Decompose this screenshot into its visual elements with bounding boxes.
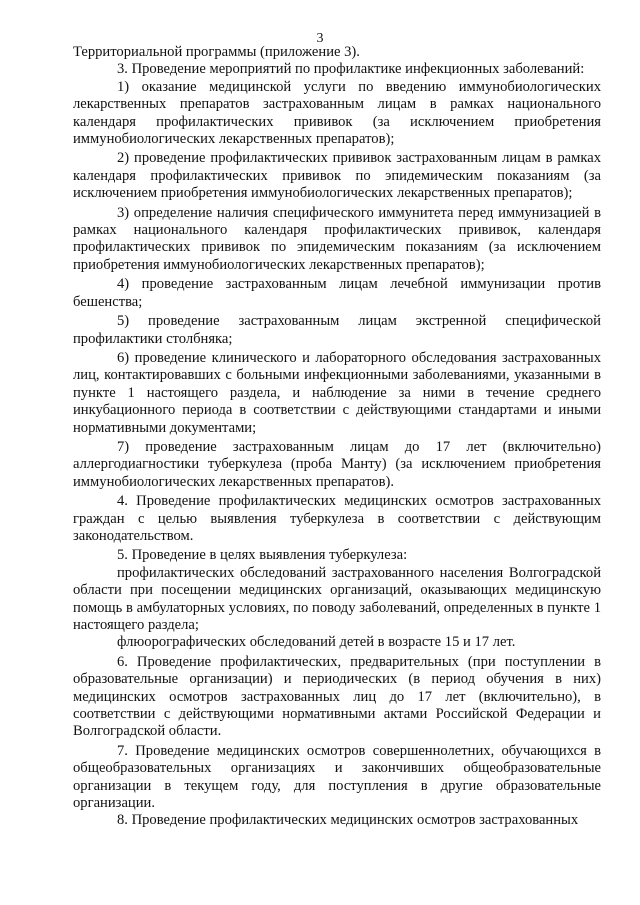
paragraph-item-4: 4) проведение застрахованным лицам лечебной иммунизации против бешенства; (73, 276, 601, 310)
paragraph-section-3-heading: 3. Проведение мероприятий по профилактике инфекционных заболеваний: (117, 61, 585, 78)
paragraph-section-4: 4. Проведение профилактических медицинских осмотров застрахованных граждан с целью выявления туберкулеза в соответствии с действующим законодательством. (73, 493, 601, 544)
paragraph-item-5: 5) проведение застрахованным лицам экстренной специфической профилактики столбняка; (73, 313, 601, 347)
paragraph-section-8: 8. Проведение профилактических медицинских осмотров застрахованных (117, 812, 579, 829)
paragraph-section-5-item-a: профилактических обследований застрахованного населения Волгоградской области при посещении медицинских организаций, оказывающих медицинскую помощь в амбулаторных условиях, по поводу заболеваний, определенных в пункте 1 настоящего раздела; (73, 564, 601, 633)
paragraph-section-6: 6. Проведение профилактических, предварительных (при поступлении в образовательные организации) и периодических (в период обучения в них) медицинских осмотров застрахованных лиц до 17 лет (включительно), в соответствии с действующими нормативными актами Российской Федерации и Волгоградской области. (73, 653, 601, 740)
paragraph-section-5-heading: 5. Проведение в целях выявления туберкулеза: (117, 547, 408, 564)
document-body (73, 44, 601, 830)
paragraph-item-3: 3) определение наличия специфического иммунитета перед иммунизацией в рамках национального календаря профилактических прививок, календаря профилактических прививок по эпидемическим показаниям (за исключением приобретения иммунобиологических лекарственных препаратов); (73, 204, 601, 273)
paragraph-section-5-item-b: флюорографических обследований детей в возрасте 15 и 17 лет. (117, 634, 516, 651)
paragraph-item-6: 6) проведение клинического и лабораторного обследования застрахованных лиц, контактировавших с больными инфекционными заболеваниями, указанными в пункте 1 настоящего раздела, и наблюдение за ними в течение среднего инкубационного периода в соответствии с действующими стандартами и иными нормативными документами; (73, 349, 601, 436)
paragraph-continuation: Территориальной программы (приложение 3). (73, 44, 360, 60)
paragraph-item-1: 1) оказание медицинской услуги по введению иммунобиологических лекарственных препаратов застрахованным лицам в рамках национального календаря профилактических прививок (за исключением приобретения иммунобиологических лекарственных препаратов); (73, 78, 601, 148)
paragraph-item-2: 2) проведение профилактических прививок застрахованным лицам в рамках календаря профилактических прививок по эпидемическим показаниям (за исключением приобретения иммунобиологических лекарственных препаратов); (73, 150, 601, 202)
paragraph-item-7: 7) проведение застрахованным лицам до 17 лет (включительно) аллергодиагностики туберкулеза (проба Манту) (за исключением приобретения иммунобиологических лекарственных препаратов). (73, 438, 601, 490)
page-number: 3 (316, 31, 324, 46)
paragraph-section-7: 7. Проведение медицинских осмотров совершеннолетних, обучающихся в общеобразовательных организациях и закончивших общеобразовательные организации в текущем году, для поступления в другие образовательные организации. (73, 742, 601, 812)
